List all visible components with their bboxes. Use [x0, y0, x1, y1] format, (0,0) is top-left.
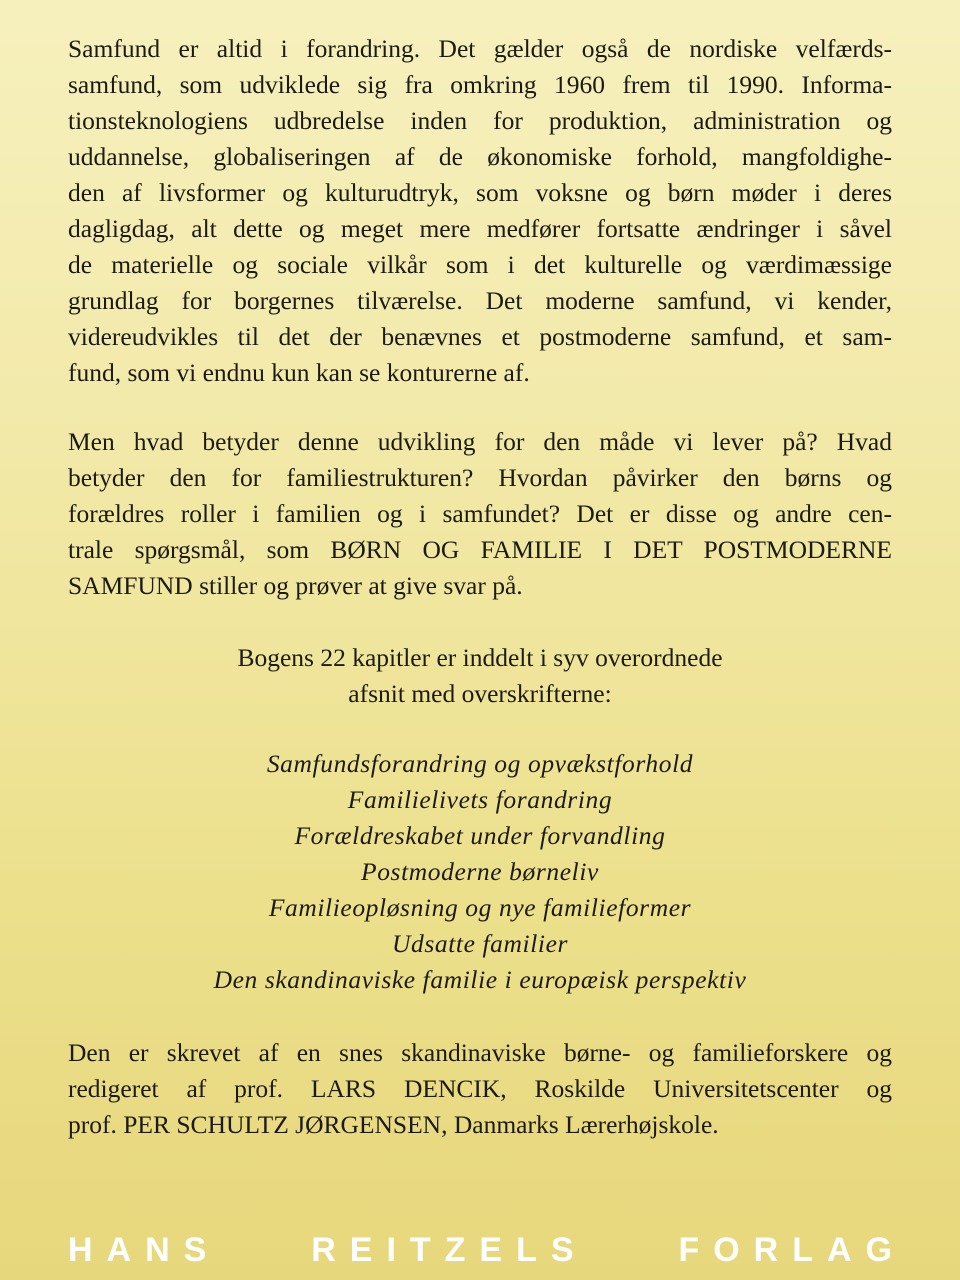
text-line: uddannelse, globaliseringen af de økonomiske forhold, mangfoldighe-: [68, 142, 892, 171]
text-line: Samfund er altid i forandring. Det gælder også de nordiske velfærds-: [68, 34, 892, 63]
section-title: Den skandinaviske familie i europæisk perspektiv: [213, 965, 747, 994]
text-line: redigeret af prof. LARS DENCIK, Roskilde Universitetscenter og: [68, 1074, 892, 1103]
publisher-word: HANS: [68, 1231, 221, 1269]
text-line: SAMFUND stiller og prøver at give svar på.: [68, 571, 523, 600]
publisher-word: FORLAG: [678, 1231, 906, 1269]
text-line: samfund, som udviklede sig fra omkring 1960 frem til 1990. Informa-: [68, 70, 892, 99]
section-title: Postmoderne børneliv: [361, 857, 599, 886]
publisher-name: [68, 1228, 906, 1272]
section-title: Forældreskabet under forvandling: [294, 821, 666, 850]
text-line: tionsteknologiens udbredelse inden for produktion, administration og: [68, 106, 892, 135]
description-paragraph-2: [68, 424, 892, 604]
text-line: trale spørgsmål, som BØRN OG FAMILIE I DET POSTMODERNE: [68, 535, 892, 564]
text-line: prof. PER SCHULTZ JØRGENSEN, Danmarks Lærerhøjskole.: [68, 1110, 719, 1139]
publisher-word: REITZELS: [311, 1231, 588, 1269]
text-line: videreudvikles til det der benævnes et postmoderne samfund, et sam-: [68, 322, 892, 351]
section-title: Familielivets forandring: [347, 785, 613, 814]
section-title: Familieopløsning og nye familieformer: [268, 893, 692, 922]
text-line: Bogens 22 kapitler er inddelt i syv overordnede: [237, 643, 723, 672]
section-title: Udsatte familier: [391, 929, 569, 958]
text-line: betyder den for familiestrukturen? Hvordan påvirker den børns og: [68, 463, 892, 492]
text-line: Den er skrevet af en snes skandinaviske børne- og familieforskere og: [68, 1038, 892, 1067]
text-line: de materielle og sociale vilkår som i det kulturelle og værdimæssige: [68, 250, 892, 279]
section-titles-list: [68, 746, 892, 998]
sections-intro: [68, 640, 892, 712]
authors-paragraph: [68, 1035, 892, 1143]
section-title: Samfundsforandring og opvækstforhold: [266, 749, 694, 778]
text-line: den af livsformer og kulturudtryk, som voksne og børn møder i deres: [68, 178, 892, 207]
text-line: grundlag for borgernes tilværelse. Det moderne samfund, vi kender,: [68, 286, 892, 315]
text-line: forældres roller i familien og i samfundet? Det er disse og andre cen-: [68, 499, 892, 528]
description-paragraph-1: [68, 31, 892, 391]
text-line: afsnit med overskrifterne:: [348, 679, 612, 708]
text-line: Men hvad betyder denne udvikling for den måde vi lever på? Hvad: [68, 427, 892, 456]
text-line: fund, som vi endnu kun kan se konturerne af.: [68, 358, 530, 387]
text-line: dagligdag, alt dette og meget mere medfører fortsatte ændringer i såvel: [68, 214, 892, 243]
